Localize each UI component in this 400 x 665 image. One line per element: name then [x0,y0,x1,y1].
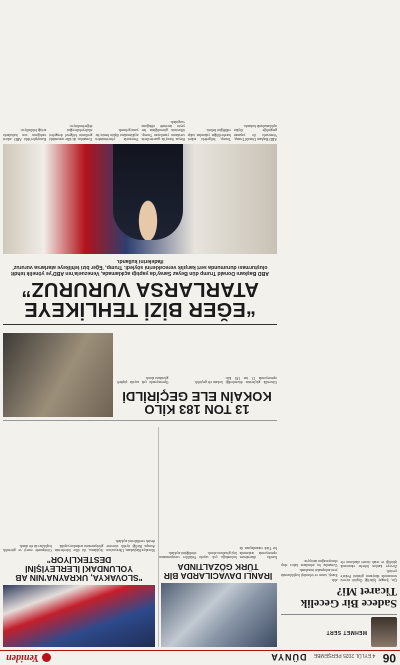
news-body-slovakya [3,539,155,552]
page-number-block [270,651,400,665]
brand-logo [0,653,51,664]
news-article-kokain [3,328,277,421]
page-date: 4 EYLÜL 2025 PERŞEMBE [313,652,376,658]
lead-paragraph: ABD Başkanı Donald Trump, Venezuela ile yaşanan gerginliğe ilişkin açıklamalarda bulundu. [233,124,277,141]
news-paragraph: Operasyonda çok sayıda şüpheli gözaltına alındı. [117,375,169,384]
speaker-figure [113,144,183,240]
news-paragraph: Açıklama, iki ülke liderlerinin görüşmesinin ardından yapıldı. [54,543,104,552]
news-article-slovakya [3,427,155,647]
author-avatar [371,617,397,647]
logo-icon [42,654,51,663]
news-body-kokain [117,330,277,384]
lead-headline: “EĞER BİZİ TEHLİKEYE ATARLARSA VURURUZ” [21,278,259,320]
news-photo-iran [161,583,277,647]
section-name: DÜNYA [270,652,307,662]
news-paragraph: Yetkililer soruşturmanın sürdüğünü açıkladı. [159,550,197,559]
news-headline-slovakya: "SLOVAKYA, UKRAYNA'NIN AB YOLUNDAKİ İLERLEYİŞİNİ DESTEKLİYOR" [15,555,143,583]
column-title: Sadece Bir Gecelik Ticaret Mi? [300,585,397,611]
lead-paragraph: Venezuela yönetiminden açıklamalara ilişkin henüz bir yanıt gelmedi. [95,128,139,141]
news-headline-kokain: 13 TON 183 KİLO KOKAİN ELE GEÇİRİLDİ [122,389,272,417]
news-article-iran [158,427,277,647]
column-paragraph: Uzmanlar bu adımların kalıcı olup olmayacağını tartışıyor. [281,558,338,568]
news-paragraph: İran'da düzenlenen operasyonda aralarında bir Türk vatandaşının da bulunduğu çok sayıda kişi gözaltına alındı. [199,546,277,559]
news-body-iran [159,546,277,559]
masthead [0,650,400,665]
lead-paragraph: Trump, bölgedeki askeri hareketliliğin yakından takip edildiğini belirtti. [187,128,231,141]
brand-name: Yeniden [6,652,39,664]
lead-paragraph: Karayipler'deki ABD askeri varlığının son haftalarda arttığı bildiriliyor. [3,128,47,141]
column-author: MEHMET SERT [326,629,367,635]
column-paragraph: Enerji, tarım ve teknoloji başlıklarında yeni anlaşmalar imzalandı. [281,568,338,577]
news-paragraph: Güvenlik güçlerinin düzenlediği operasyonda 13 ton 183 kilo kokain ele geçirildi. [194,375,277,384]
opinion-column [281,3,397,647]
lead-article [3,4,277,325]
lead-photo [3,144,277,254]
news-paragraph: Görüşmede enerji ve güvenlik başlıkları da ele alındı. [3,543,52,552]
news-paragraph: Slovakya Başbakanı, Ukrayna'nın Avrupa Birliği üyelik sürecine destek verdiklerini açıkladı. [106,539,155,552]
column-paragraph: Çin, Şangay İşbirliği Örgütü zirvesi sonrasında dünyanın gözünü Pekin'e çevirdi. [340,569,397,582]
lead-body [3,21,277,141]
column-body [281,559,397,582]
news-headline-iran: İRANLI DAVACILARDA BİR TÜRK GÖZALTINDA [163,562,273,581]
news-photo-kokain [3,333,113,417]
lead-paragraph: Beyaz Saray'da gazetecilerin sorularını yanıtlayan Trump, ülkesinin güvenliğinin her şeyin üzerinde olduğunu vurguladı. [141,119,185,141]
lead-paragraph: Uzmanlar, iki ülke arasındaki gerilimin bölgesel dengeleri etkileyebileceğini değerlendiriyor. [49,124,93,141]
column-paragraph: Zirveye katılan liderler ekonomik işbirliği ve ortak ticaret alanlarını ele aldı. [331,559,397,582]
column-author-row [281,614,397,647]
lead-subhead: ABD Başkanı Donald Trump dün Beyaz Saray'da yaptığı açıklamada, Venezuela'nın ABD'ye yönelik tehdit oluşturması durumunda sert karşılık vereceklerini söyledi. Trump, 'Eğer bizi tehlikeye atarlarsa vururuz' ifadelerini kullandı. [10,258,270,276]
news-photo-slovakya [3,585,155,647]
page-number: 06 [382,651,396,665]
